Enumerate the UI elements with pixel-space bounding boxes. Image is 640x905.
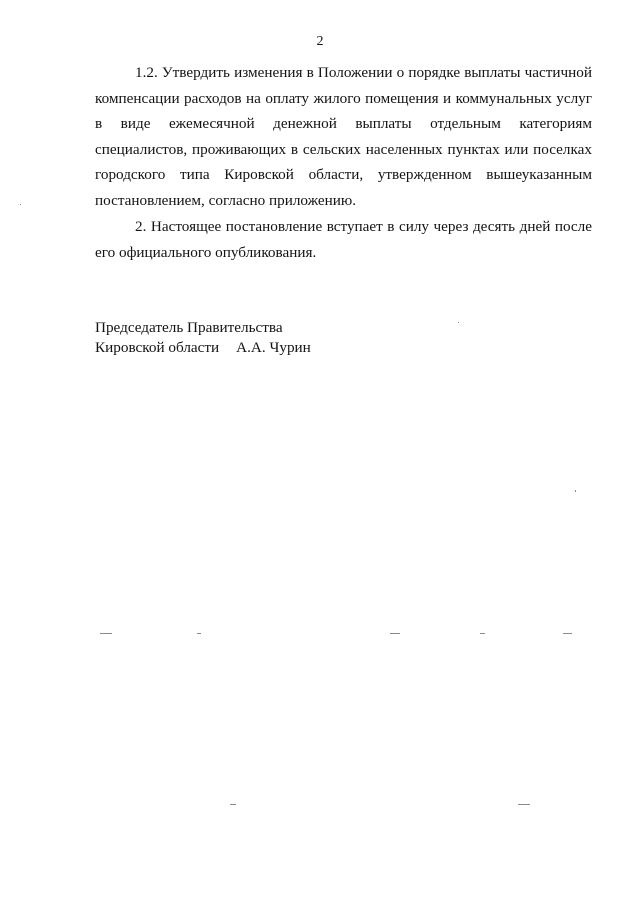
- signature-block: [95, 318, 311, 358]
- signatory-region-and-name: [95, 338, 311, 358]
- scan-speck: [563, 633, 572, 634]
- scan-speck: [518, 804, 530, 805]
- scan-speck: [458, 322, 459, 323]
- scan-speck: [480, 633, 485, 634]
- scan-speck: [20, 204, 21, 205]
- page-number: 2: [316, 34, 324, 49]
- paragraph-2: 2. Настоящее постановление вступает в силу через десять дней после его официального опубликования.: [95, 218, 592, 261]
- signatory-title: Председатель Правительства: [95, 319, 283, 336]
- scan-speck: [100, 633, 112, 634]
- signatory-region: Кировской области: [95, 339, 220, 356]
- scan-speck: [197, 633, 201, 634]
- scan-speck: [230, 804, 236, 805]
- paragraph-1-2: 1.2. Утвердить изменения в Положении о порядке выплаты частичной компенсации расходов на оплату жилого помещения и коммунальных услуг в виде ежемесячной денежной выплаты отдельным категориям специалистов, проживающих в сельских населенных пунктах или поселках городского типа Кировской области, утвержденном вышеуказанным постановлением, согласно приложению.: [95, 64, 592, 209]
- signatory-name: А.А. Чурин: [236, 339, 311, 356]
- scan-speck: [390, 633, 400, 634]
- scan-speck: [575, 490, 576, 492]
